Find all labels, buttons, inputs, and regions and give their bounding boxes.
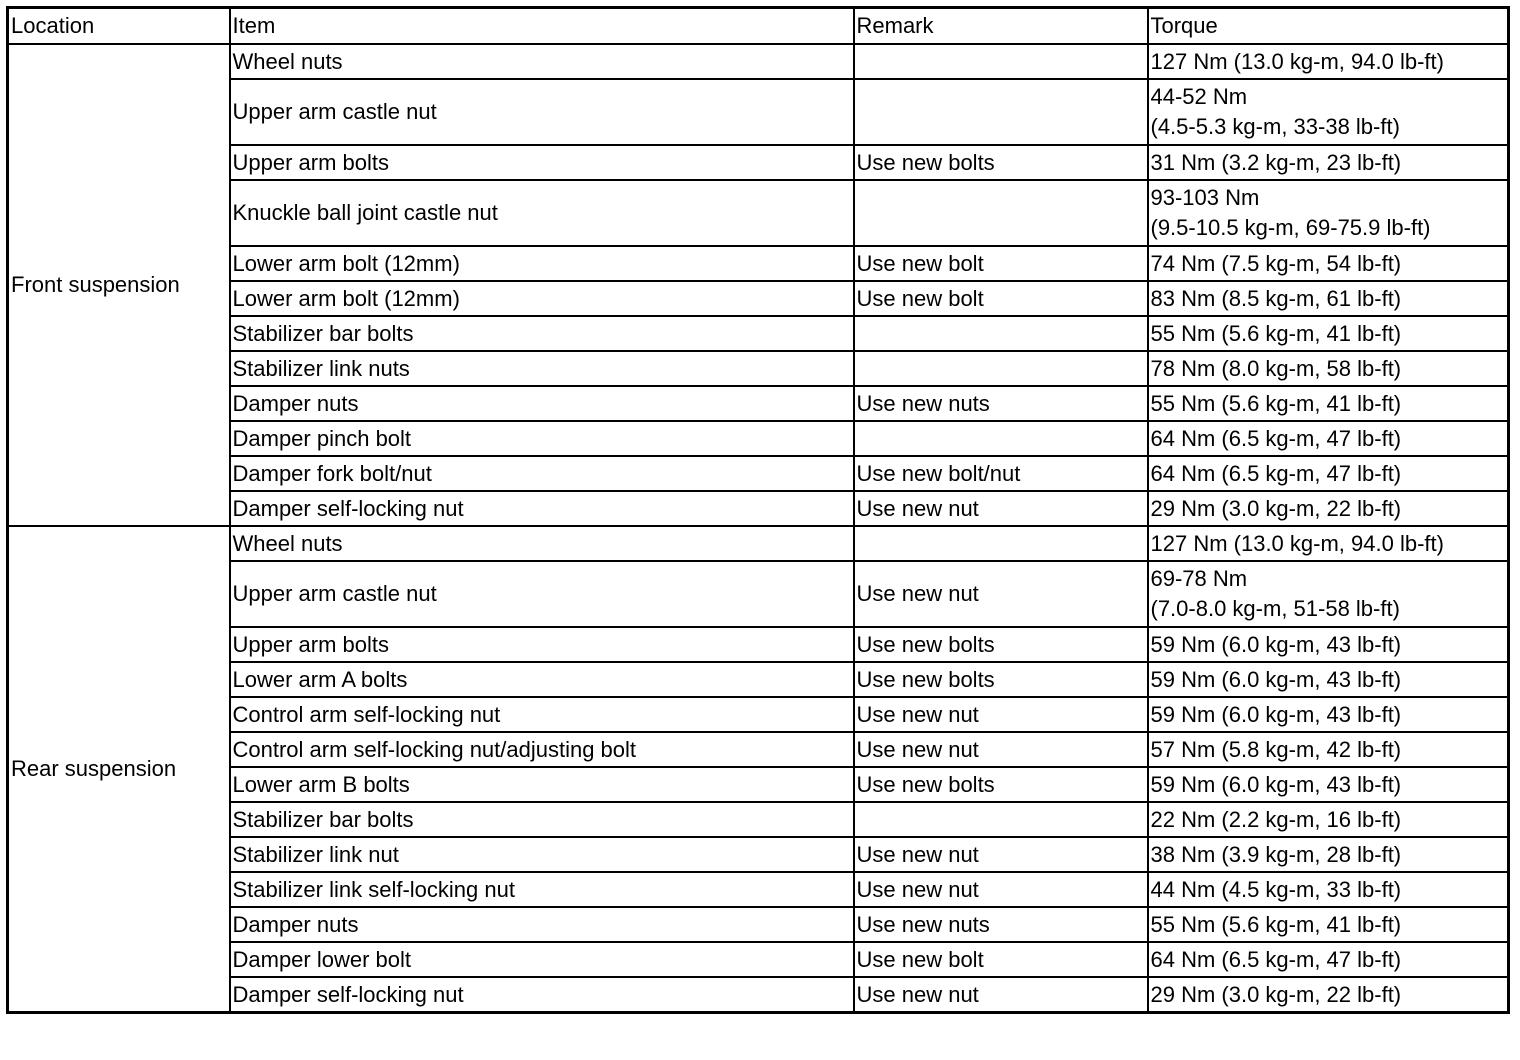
item-cell: Stabilizer link nut [230, 837, 854, 872]
table-row [8, 316, 1509, 351]
location-cell: Front suspension [8, 44, 230, 526]
item-cell: Lower arm B bolts [230, 767, 854, 802]
table-row [8, 491, 1509, 526]
remark-cell [854, 79, 1148, 145]
item-cell: Damper self-locking nut [230, 977, 854, 1013]
remark-cell: Use new nut [854, 977, 1148, 1013]
torque-cell [1148, 977, 1509, 1013]
item-cell: Upper arm castle nut [230, 79, 854, 145]
remark-cell [854, 421, 1148, 456]
remark-cell: Use new nuts [854, 907, 1148, 942]
torque-value-line: 55 Nm (5.6 kg-m, 41 lb-ft) [1150, 911, 1402, 937]
torque-cell [1148, 802, 1509, 837]
remark-cell: Use new nut [854, 491, 1148, 526]
torque-value-line: 31 Nm (3.2 kg-m, 23 lb-ft) [1150, 149, 1402, 175]
table-row [8, 802, 1509, 837]
remark-cell [854, 316, 1148, 351]
torque-value-line: 55 Nm (5.6 kg-m, 41 lb-ft) [1150, 320, 1402, 346]
torque-value-line: 64 Nm (6.5 kg-m, 47 lb-ft) [1150, 425, 1402, 451]
table-row [8, 351, 1509, 386]
item-cell: Knuckle ball joint castle nut [230, 180, 854, 246]
table-row [8, 421, 1509, 456]
item-cell: Stabilizer bar bolts [230, 802, 854, 837]
torque-value-line: 22 Nm (2.2 kg-m, 16 lb-ft) [1150, 806, 1402, 832]
remark-cell: Use new bolt/nut [854, 456, 1148, 491]
torque-value-line: 44-52 Nm [1150, 84, 1248, 109]
torque-value-line: 83 Nm (8.5 kg-m, 61 lb-ft) [1150, 285, 1402, 311]
table-body [8, 44, 1509, 1013]
torque-value-line: 64 Nm (6.5 kg-m, 47 lb-ft) [1150, 460, 1402, 486]
remark-cell: Use new nut [854, 732, 1148, 767]
item-cell: Stabilizer link self-locking nut [230, 872, 854, 907]
torque-value-line: 127 Nm (13.0 kg-m, 94.0 lb-ft) [1150, 48, 1444, 74]
table-row [8, 246, 1509, 281]
torque-value-line: (9.5-10.5 kg-m, 69-75.9 lb-ft) [1150, 215, 1431, 240]
table-row [8, 561, 1509, 627]
torque-value-line: 59 Nm (6.0 kg-m, 43 lb-ft) [1150, 701, 1402, 727]
table-row [8, 662, 1509, 697]
torque-cell [1148, 180, 1509, 246]
remark-cell: Use new nuts [854, 386, 1148, 421]
item-cell: Damper pinch bolt [230, 421, 854, 456]
torque-value-line: 44 Nm (4.5 kg-m, 33 lb-ft) [1150, 876, 1402, 902]
torque-value-line: 93-103 Nm [1150, 185, 1260, 210]
torque-cell [1148, 386, 1509, 421]
table-row [8, 837, 1509, 872]
torque-cell [1148, 44, 1509, 79]
item-cell: Lower arm bolt (12mm) [230, 246, 854, 281]
table-row [8, 145, 1509, 180]
table-row [8, 942, 1509, 977]
item-cell: Damper fork bolt/nut [230, 456, 854, 491]
torque-cell [1148, 526, 1509, 561]
table-row [8, 79, 1509, 145]
table-row [8, 44, 1509, 79]
remark-cell: Use new bolts [854, 145, 1148, 180]
item-cell: Upper arm bolts [230, 627, 854, 662]
remark-cell: Use new bolts [854, 662, 1148, 697]
remark-cell [854, 180, 1148, 246]
torque-cell [1148, 491, 1509, 526]
item-cell: Lower arm A bolts [230, 662, 854, 697]
torque-value-line: 59 Nm (6.0 kg-m, 43 lb-ft) [1150, 771, 1402, 797]
torque-cell [1148, 79, 1509, 145]
item-cell: Stabilizer bar bolts [230, 316, 854, 351]
item-cell: Control arm self-locking nut [230, 697, 854, 732]
header-remark: Remark [854, 8, 1148, 45]
remark-cell [854, 526, 1148, 561]
item-cell: Upper arm bolts [230, 145, 854, 180]
header-location: Location [8, 8, 230, 45]
torque-cell [1148, 942, 1509, 977]
torque-cell [1148, 456, 1509, 491]
remark-cell: Use new bolt [854, 246, 1148, 281]
torque-cell [1148, 837, 1509, 872]
remark-cell: Use new bolt [854, 281, 1148, 316]
table-row [8, 872, 1509, 907]
torque-value-line: 55 Nm (5.6 kg-m, 41 lb-ft) [1150, 390, 1402, 416]
item-cell: Lower arm bolt (12mm) [230, 281, 854, 316]
location-cell: Rear suspension [8, 526, 230, 1013]
torque-value-line: 59 Nm (6.0 kg-m, 43 lb-ft) [1150, 631, 1402, 657]
header-item: Item [230, 8, 854, 45]
torque-spec-table [6, 6, 1510, 1014]
torque-value-line: 29 Nm (3.0 kg-m, 22 lb-ft) [1150, 981, 1402, 1007]
torque-cell [1148, 767, 1509, 802]
item-cell: Wheel nuts [230, 526, 854, 561]
table-row [8, 180, 1509, 246]
remark-cell [854, 44, 1148, 79]
torque-value-line: 38 Nm (3.9 kg-m, 28 lb-ft) [1150, 841, 1402, 867]
torque-cell [1148, 351, 1509, 386]
item-cell: Wheel nuts [230, 44, 854, 79]
item-cell: Control arm self-locking nut/adjusting bolt [230, 732, 854, 767]
torque-cell [1148, 662, 1509, 697]
table-row [8, 977, 1509, 1013]
table-row [8, 907, 1509, 942]
torque-cell [1148, 145, 1509, 180]
torque-value-line: 78 Nm (8.0 kg-m, 58 lb-ft) [1150, 355, 1402, 381]
torque-cell [1148, 561, 1509, 627]
table-row [8, 386, 1509, 421]
table-row [8, 627, 1509, 662]
torque-value-line: 57 Nm (5.8 kg-m, 42 lb-ft) [1150, 736, 1402, 762]
header-torque: Torque [1148, 8, 1509, 45]
torque-value-line: (4.5-5.3 kg-m, 33-38 lb-ft) [1150, 114, 1400, 139]
torque-cell [1148, 732, 1509, 767]
torque-cell [1148, 627, 1509, 662]
torque-cell [1148, 907, 1509, 942]
remark-cell: Use new nut [854, 872, 1148, 907]
table-row [8, 697, 1509, 732]
table-row [8, 732, 1509, 767]
remark-cell: Use new nut [854, 837, 1148, 872]
torque-cell [1148, 246, 1509, 281]
table-row [8, 767, 1509, 802]
remark-cell [854, 351, 1148, 386]
torque-value-line: 74 Nm (7.5 kg-m, 54 lb-ft) [1150, 250, 1402, 276]
remark-cell: Use new bolts [854, 767, 1148, 802]
torque-cell [1148, 872, 1509, 907]
torque-cell [1148, 281, 1509, 316]
table-row [8, 456, 1509, 491]
remark-cell: Use new nut [854, 561, 1148, 627]
torque-value-line: 127 Nm (13.0 kg-m, 94.0 lb-ft) [1150, 530, 1444, 556]
torque-value-line: 64 Nm (6.5 kg-m, 47 lb-ft) [1150, 946, 1402, 972]
item-cell: Damper nuts [230, 386, 854, 421]
torque-value-line: (7.0-8.0 kg-m, 51-58 lb-ft) [1150, 596, 1400, 621]
torque-cell [1148, 421, 1509, 456]
torque-cell [1148, 697, 1509, 732]
item-cell: Stabilizer link nuts [230, 351, 854, 386]
torque-value-line: 59 Nm (6.0 kg-m, 43 lb-ft) [1150, 666, 1402, 692]
remark-cell [854, 802, 1148, 837]
remark-cell: Use new bolts [854, 627, 1148, 662]
item-cell: Damper nuts [230, 907, 854, 942]
torque-value-line: 69-78 Nm [1150, 566, 1248, 591]
remark-cell: Use new nut [854, 697, 1148, 732]
table-header-row [8, 8, 1509, 45]
table-row [8, 526, 1509, 561]
item-cell: Upper arm castle nut [230, 561, 854, 627]
torque-value-line: 29 Nm (3.0 kg-m, 22 lb-ft) [1150, 495, 1402, 521]
table-row [8, 281, 1509, 316]
torque-cell [1148, 316, 1509, 351]
item-cell: Damper self-locking nut [230, 491, 854, 526]
item-cell: Damper lower bolt [230, 942, 854, 977]
remark-cell: Use new bolt [854, 942, 1148, 977]
